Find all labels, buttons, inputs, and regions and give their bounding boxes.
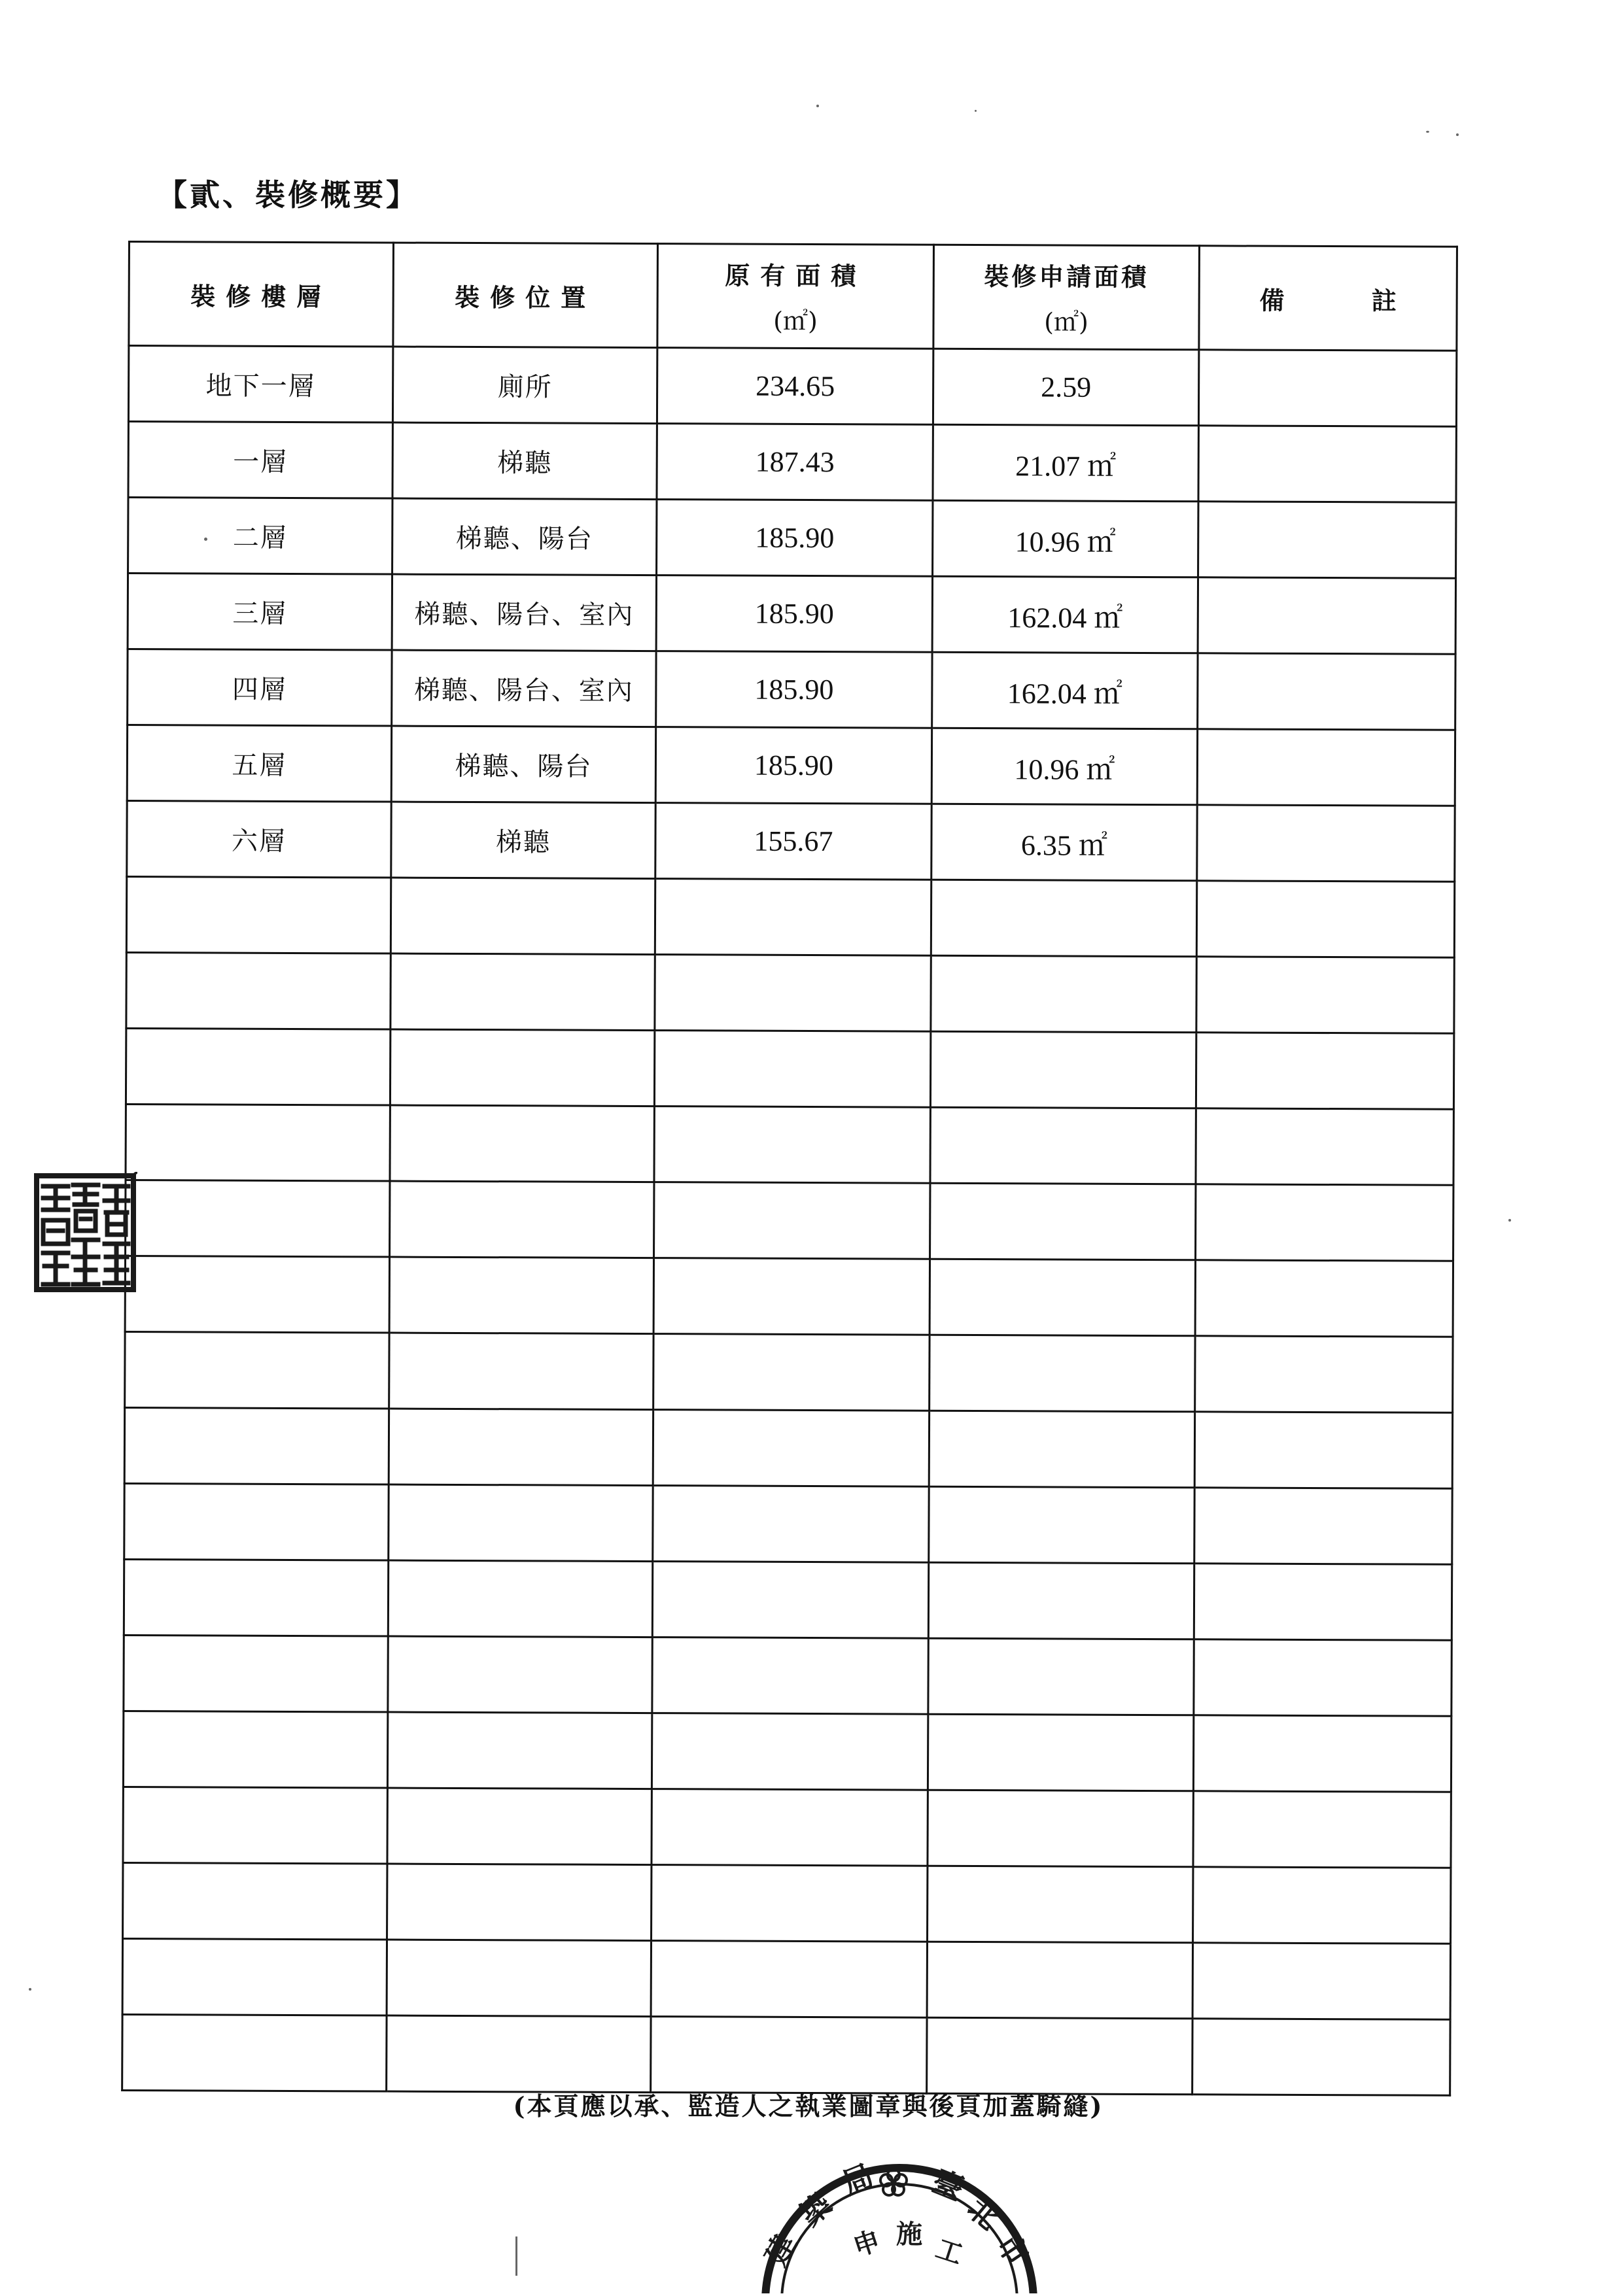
cell-remarks — [1192, 2019, 1450, 2096]
cell-remarks — [1193, 1791, 1451, 1868]
footer-note: (本頁應以承、監造人之執業圖章與後頁加蓋騎縫) — [513, 2091, 1104, 2121]
round-municipal-seal-icon — [759, 2132, 1047, 2293]
cell-remarks — [1196, 1033, 1453, 1110]
cell-original-area — [653, 1410, 929, 1487]
cell-location: 梯聽、陽台 — [391, 726, 655, 803]
cell-original-area — [652, 1789, 928, 1866]
header-applied-area-label: 裝修申請面積 — [984, 262, 1149, 292]
cell-applied-area — [931, 955, 1196, 1033]
cell-remarks — [1198, 502, 1456, 579]
cell-floor: 四層 — [128, 649, 392, 727]
cell-applied-area: 162.04 ㎡ — [932, 576, 1198, 653]
cell-location: 廁所 — [392, 347, 657, 424]
table-row — [124, 1407, 1452, 1488]
header-applied-area-unit: (㎡) — [1044, 307, 1088, 337]
cell-original-area — [652, 1637, 928, 1715]
cell-floor: 三層 — [128, 574, 392, 651]
cell-applied-area — [930, 1335, 1195, 1412]
cell-applied-area — [927, 1942, 1192, 2019]
cell-location: 梯聽、陽台、室內 — [392, 574, 656, 651]
cell-remarks — [1198, 653, 1455, 730]
cell-floor — [122, 2014, 387, 2091]
header-remarks-label: 備 註 — [1259, 285, 1397, 315]
cell-applied-area: 10.96 ㎡ — [931, 728, 1197, 805]
cell-applied-area — [931, 880, 1196, 957]
table-row — [128, 498, 1456, 579]
page-title: 【貳、裝修概要】 — [157, 177, 419, 213]
table-row — [125, 1256, 1453, 1337]
svg-text:北: 北 — [960, 2190, 1007, 2236]
svg-text:申: 申 — [849, 2225, 884, 2263]
cell-location — [387, 1788, 652, 1865]
cell-applied-area: 10.96 ㎡ — [933, 500, 1198, 577]
cell-original-area — [655, 879, 931, 956]
cell-floor — [126, 1104, 390, 1181]
table-body — [122, 346, 1457, 2096]
cell-location — [390, 1029, 654, 1106]
cell-original-area: 185.90 — [655, 727, 931, 804]
cell-location — [388, 1560, 652, 1637]
cell-floor — [126, 876, 391, 953]
cell-original-area: 185.90 — [656, 651, 932, 728]
cell-remarks — [1198, 577, 1455, 655]
cell-floor — [126, 952, 391, 1029]
cell-original-area — [654, 1031, 930, 1108]
cell-remarks — [1194, 1564, 1452, 1641]
header-original-area-unit: (㎡) — [773, 306, 818, 336]
cell-original-area: 234.65 — [657, 348, 933, 425]
svg-text:建: 建 — [759, 2227, 804, 2272]
scan-speck — [1426, 131, 1429, 133]
table-row — [124, 1559, 1452, 1640]
cell-floor — [125, 1331, 389, 1409]
cell-original-area — [651, 2017, 927, 2094]
cell-location — [389, 1333, 653, 1410]
svg-text:築: 築 — [792, 2186, 839, 2233]
table-row — [123, 1862, 1451, 1944]
table-row — [123, 1711, 1451, 1792]
cell-applied-area — [928, 1714, 1193, 1791]
cell-applied-area — [930, 1259, 1195, 1336]
table-row — [122, 1938, 1450, 2019]
header-location: 裝修位置 — [393, 243, 658, 348]
header-original-area-label: 原有面積 — [725, 260, 867, 291]
cell-location — [387, 1940, 651, 2017]
cell-applied-area — [930, 1183, 1196, 1260]
table-row — [126, 952, 1454, 1033]
scan-speck — [515, 2236, 517, 2276]
cell-remarks — [1196, 957, 1454, 1034]
cell-location — [387, 1864, 652, 1941]
cell-original-area — [654, 1182, 930, 1259]
cell-original-area — [654, 1106, 930, 1184]
cell-remarks — [1198, 426, 1456, 503]
cell-applied-area — [928, 1866, 1193, 1943]
cell-remarks — [1196, 1108, 1453, 1186]
cell-applied-area — [929, 1411, 1194, 1488]
scan-speck — [816, 105, 819, 107]
table-row — [126, 1104, 1453, 1185]
cell-applied-area: 162.04 ㎡ — [932, 652, 1198, 729]
cell-location — [390, 1105, 654, 1182]
table-row — [126, 876, 1454, 957]
header-floor: 裝修樓層 — [129, 242, 394, 347]
scan-speck — [29, 1988, 31, 1991]
cell-remarks — [1195, 1260, 1453, 1337]
cell-location — [390, 1181, 654, 1258]
cell-remarks — [1194, 1639, 1452, 1717]
cell-original-area — [653, 1486, 929, 1563]
cell-remarks — [1193, 1715, 1451, 1792]
cell-original-area — [655, 955, 931, 1032]
table-row — [124, 1635, 1452, 1716]
cell-original-area: 185.90 — [656, 575, 932, 653]
cell-original-area — [652, 1865, 928, 1942]
cell-original-area — [653, 1258, 930, 1335]
cell-applied-area — [929, 1486, 1194, 1564]
table-row — [127, 800, 1455, 882]
cell-original-area — [652, 1562, 928, 1639]
cell-original-area: 185.90 — [657, 500, 933, 577]
cell-location — [389, 1484, 653, 1562]
svg-text:施: 施 — [896, 2219, 922, 2250]
header-applied-area — [933, 245, 1200, 350]
table-row — [125, 1331, 1453, 1413]
cell-applied-area — [930, 1107, 1196, 1184]
square-seal-stamp-icon — [33, 1172, 137, 1294]
cell-location: 梯聽 — [392, 422, 657, 500]
cell-location — [391, 878, 655, 955]
cell-remarks — [1192, 1943, 1450, 2020]
header-remarks — [1199, 246, 1457, 351]
cell-location: 梯聽、陽台 — [392, 498, 657, 575]
cell-remarks — [1195, 1336, 1453, 1413]
cell-floor — [123, 1711, 387, 1788]
cell-original-area — [652, 1713, 928, 1791]
cell-applied-area — [930, 1031, 1196, 1108]
header-original-area — [657, 244, 934, 349]
svg-text:工: 工 — [931, 2233, 967, 2270]
cell-floor — [122, 1938, 387, 2015]
cell-remarks — [1193, 1867, 1451, 1944]
cell-location: 梯聽 — [391, 802, 655, 879]
svg-text:局: 局 — [837, 2157, 878, 2202]
cell-applied-area — [928, 1562, 1194, 1639]
cell-location — [389, 1257, 653, 1334]
scan-speck — [1508, 1219, 1511, 1222]
cell-original-area — [651, 1941, 927, 2018]
cell-remarks — [1196, 1184, 1453, 1261]
cell-applied-area — [928, 1790, 1193, 1867]
cell-floor: 地下一層 — [128, 346, 392, 423]
cell-location — [388, 1636, 652, 1713]
cell-floor — [124, 1635, 388, 1712]
cell-original-area: 187.43 — [657, 424, 933, 501]
cell-floor — [123, 1862, 387, 1940]
svg-text:市: 市 — [989, 2227, 1036, 2272]
cell-location — [387, 2015, 651, 2093]
table-row — [122, 2014, 1450, 2095]
cell-floor: 一層 — [128, 422, 392, 499]
cell-location — [391, 953, 655, 1031]
table-row — [128, 649, 1455, 730]
cell-applied-area — [927, 2017, 1192, 2095]
table-header-row — [129, 242, 1457, 351]
table-row — [128, 346, 1456, 427]
cell-applied-area: 2.59 — [933, 349, 1198, 426]
cell-floor — [124, 1559, 388, 1636]
renovation-summary-table — [121, 241, 1458, 2097]
cell-remarks — [1194, 1488, 1452, 1565]
table-row — [123, 1787, 1451, 1868]
cell-remarks — [1198, 350, 1456, 427]
cell-location: 梯聽、陽台、室內 — [392, 650, 656, 727]
cell-floor — [124, 1407, 389, 1484]
cell-floor — [124, 1483, 389, 1560]
table-row — [128, 574, 1455, 655]
cell-location — [389, 1409, 653, 1486]
cell-floor — [126, 1180, 390, 1257]
cell-original-area — [653, 1334, 930, 1411]
table-row — [126, 1028, 1453, 1109]
cell-applied-area — [928, 1638, 1194, 1715]
scan-speck — [204, 538, 207, 541]
cell-applied-area: 21.07 ㎡ — [933, 424, 1198, 502]
cell-remarks — [1197, 729, 1455, 806]
table-row — [126, 1180, 1453, 1261]
cell-remarks — [1197, 805, 1455, 882]
cell-floor: 五層 — [127, 725, 391, 802]
cell-floor — [126, 1028, 390, 1105]
scan-speck — [1456, 133, 1459, 136]
cell-applied-area: 6.35 ㎡ — [931, 804, 1197, 881]
svg-text:臺: 臺 — [927, 2163, 969, 2208]
cell-remarks — [1194, 1412, 1452, 1489]
table-row — [128, 422, 1456, 503]
cell-floor: 二層 — [128, 498, 392, 575]
table-row — [127, 725, 1455, 806]
cell-original-area: 155.67 — [655, 803, 931, 880]
cell-floor — [123, 1787, 387, 1864]
cell-floor — [125, 1256, 389, 1333]
cell-remarks — [1196, 881, 1454, 958]
cell-location — [387, 1712, 652, 1789]
cell-floor: 六層 — [127, 800, 391, 878]
scan-speck — [975, 110, 977, 112]
table-row — [124, 1483, 1452, 1564]
